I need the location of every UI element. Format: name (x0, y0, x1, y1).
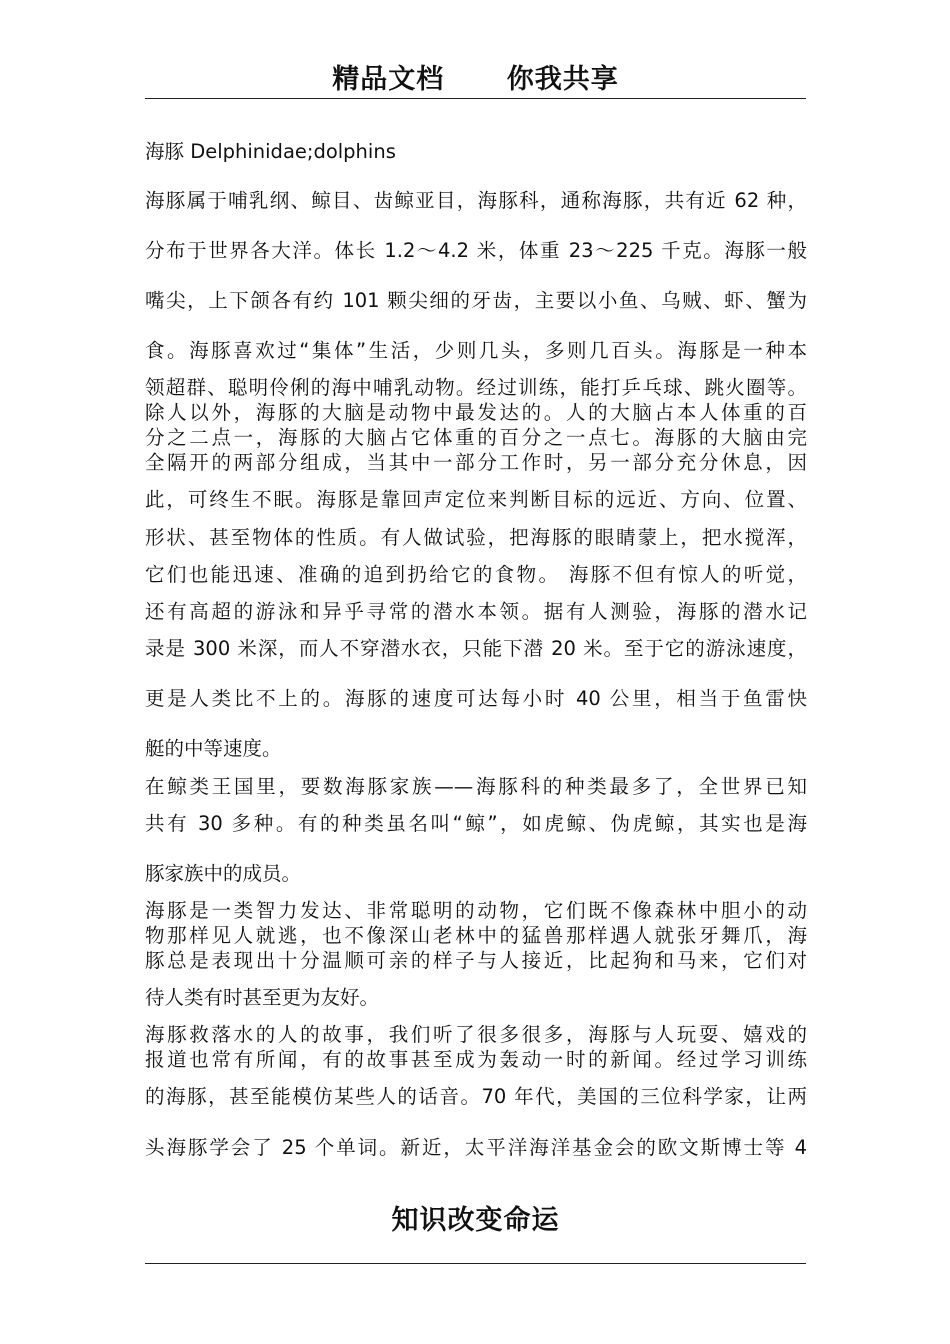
body-line: 此，可终生不眠。海豚是靠回声定位来判断目标的远近、方向、位置、 (145, 488, 807, 511)
body-line: 海豚是一类智力发达、非常聪明的动物，它们既不像森林中胆小的动 (145, 899, 807, 922)
body-line: 待人类有时甚至更为友好。 (145, 986, 380, 1009)
body-line: 它们也能迅速、准确的追到扔给它的食物。 海豚不但有惊人的听觉， (145, 563, 807, 586)
body-line: 分布于世界各大洋。体长 1.2～4.2 米，体重 23～225 千克。海豚一般 (145, 239, 807, 262)
body-line: 共有 30 多种。有的种类虽名叫“鲸”，如虎鲸、伪虎鲸，其实也是海 (145, 812, 807, 835)
body-line: 头海豚学会了 25 个单词。新近，太平洋海洋基金会的欧文斯博士等 4 (145, 1136, 807, 1159)
body-line: 物那样见人就逃，也不像深山老林中的猛兽那样遇人就张牙舞爪，海 (145, 924, 807, 947)
body-line: 除人以外，海豚的大脑是动物中最发达的。人的大脑占本人体重的百 (145, 401, 807, 424)
footer-title: 知识改变命运 (391, 1205, 560, 1236)
body-line: 食。海豚喜欢过“集体”生活，少则几头，多则几百头。海豚是一种本 (145, 339, 807, 362)
body-line: 录是 300 米深，而人不穿潜水衣，只能下潜 20 米。至于它的游泳速度， (145, 637, 807, 660)
body-line: 海豚救落水的人的故事，我们听了很多很多，海豚与人玩耍、嬉戏的 (145, 1023, 807, 1046)
body-line: 海豚属于哺乳纲、鲸目、齿鲸亚目，海豚科，通称海豚，共有近 62 种， (145, 189, 807, 212)
header-title: 精品文档 你我共享 (332, 64, 619, 95)
body-line: 全隔开的两部分组成，当其中一部分工作时，另一部分充分休息，因 (145, 451, 807, 474)
body-line: 形状、甚至物体的性质。有人做试验，把海豚的眼睛蒙上，把水搅浑， (145, 526, 807, 549)
footer-rule (145, 1263, 806, 1264)
body-line: 嘴尖，上下颌各有约 101 颗尖细的牙齿，主要以小鱼、乌贼、虾、蟹为 (145, 289, 807, 312)
body-line: 在鲸类王国里，要数海豚家族——海豚科的种类最多了，全世界已知 (145, 775, 807, 798)
body-line: 豚家族中的成员。 (145, 862, 302, 885)
body-line: 还有高超的游泳和异乎寻常的潜水本领。据有人测验，海豚的潜水记 (145, 600, 807, 623)
body-heading: 海豚 Delphinidae;dolphins (145, 140, 396, 163)
body-line: 更是人类比不上的。海豚的速度可达每小时 40 公里，相当于鱼雷快 (145, 687, 807, 710)
body-line: 分之二点一，海豚的大脑占它体重的百分之一点七。海豚的大脑由完 (145, 426, 807, 449)
body-line: 报道也常有所闻，有的故事甚至成为轰动一时的新闻。经过学习训练 (145, 1048, 807, 1071)
body-line: 豚总是表现出十分温顺可亲的样子与人接近，比起狗和马来，它们对 (145, 949, 807, 972)
body-line: 领超群、聪明伶俐的海中哺乳动物。经过训练，能打乒乓球、跳火圈等。 (145, 376, 807, 399)
body-line: 艇的中等速度。 (145, 737, 282, 760)
body-line: 的海豚，甚至能模仿某些人的话音。70 年代，美国的三位科学家，让两 (145, 1085, 807, 1108)
header-rule (145, 98, 806, 99)
